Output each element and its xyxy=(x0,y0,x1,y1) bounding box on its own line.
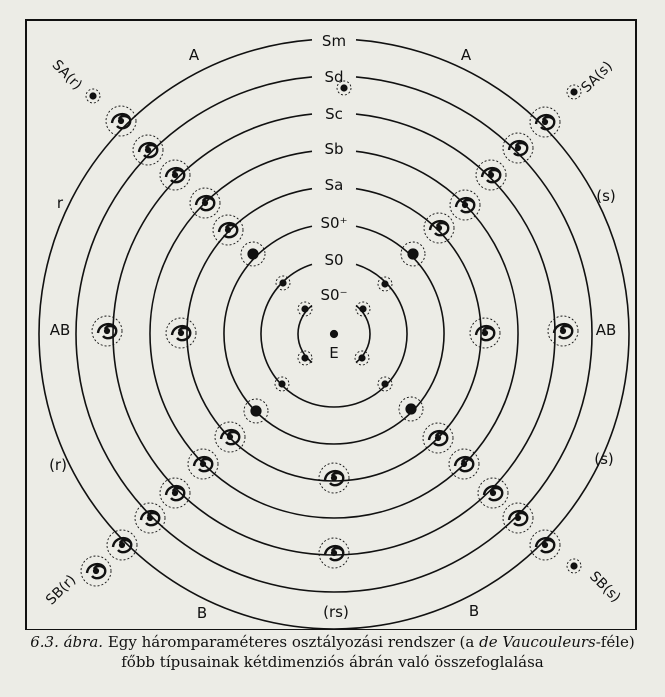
stage-label-sb: Sb xyxy=(324,140,344,158)
galaxy-sc-bottom-right xyxy=(478,478,508,508)
galaxy-s0-b xyxy=(378,277,392,291)
side-label-s-upper: (s) xyxy=(596,187,616,205)
galaxy-corner-top-left xyxy=(86,89,100,103)
galaxy-sd-top-right xyxy=(503,133,533,163)
corner-label-sb-r: SB(r) xyxy=(43,572,80,609)
stage-label-s0-minus: S0⁻ xyxy=(320,286,348,304)
galaxy-sc-top-right xyxy=(476,160,506,190)
caption-line-1 xyxy=(0,632,665,652)
galaxy-sm-bottom-right xyxy=(530,530,560,560)
corner-label-sa-r: SA(r) xyxy=(48,56,86,94)
stage-label-e: E xyxy=(329,344,339,362)
caption-text-after: -féle) xyxy=(595,633,635,651)
stage-label-s0: S0 xyxy=(324,251,344,269)
galaxy-s0-minus-d xyxy=(355,351,369,365)
side-label-s-lower: (s) xyxy=(594,450,614,468)
side-label-ab-right: AB xyxy=(595,321,617,339)
galaxy-s0-minus-c xyxy=(298,351,312,365)
side-label-ab-left: AB xyxy=(49,321,71,339)
galaxy-e xyxy=(331,331,338,338)
corner-label-sa-s: SA(s) xyxy=(578,58,616,96)
galaxy-corner-bottom-left xyxy=(81,556,111,586)
side-label-b-left: B xyxy=(196,604,208,622)
galaxy-sb-bottom-left xyxy=(188,449,218,479)
stage-label-sc: Sc xyxy=(325,105,343,123)
side-label-r: r xyxy=(56,194,64,212)
stage-label-sm: Sm xyxy=(321,32,347,50)
galaxy-sc-bottom-left xyxy=(160,478,190,508)
galaxy-rs-inner xyxy=(319,463,349,493)
galaxy-ab-right-inner xyxy=(470,318,500,348)
galaxy-sa-top-right xyxy=(424,213,454,243)
caption-fig-number: 6.3. ábra. xyxy=(30,633,104,651)
galaxy-corner-top-right xyxy=(567,85,581,99)
galaxy-sm-top-right xyxy=(530,107,560,137)
stage-label-sa: Sa xyxy=(324,176,344,194)
figure-caption xyxy=(0,632,665,672)
galaxy-s0-plus-a xyxy=(241,242,265,266)
galaxy-sd-bottom-right xyxy=(503,503,533,533)
caption-author: de Vaucouleurs xyxy=(479,633,596,651)
galaxy-ab-left-outer xyxy=(92,316,122,346)
side-label-r-paren: (r) xyxy=(49,456,67,474)
side-label-rs: (rs) xyxy=(323,603,349,621)
galaxy-s0-minus-b xyxy=(356,302,370,316)
galaxy-s0-plus-d xyxy=(399,397,423,421)
galaxy-sd-bottom-left xyxy=(135,503,165,533)
galaxy-s0-d xyxy=(378,377,392,391)
corner-label-sb-s: SB(s) xyxy=(586,568,624,606)
galaxy-corner-bottom-right xyxy=(567,559,581,573)
caption-text-before: Egy háromparaméteres osztályozási rendszer (a xyxy=(103,633,480,651)
stage-label-sd: Sd xyxy=(324,68,344,86)
galaxy-sd-top-left xyxy=(133,135,163,165)
side-label-a-left: A xyxy=(188,46,200,64)
galaxy-sa-top-left xyxy=(213,215,243,245)
galaxy-sc-top-left xyxy=(160,160,190,190)
galaxy-ab-right-outer xyxy=(548,316,578,346)
galaxy-ab-left-inner xyxy=(166,318,196,348)
galaxy-s0-plus-b xyxy=(401,242,425,266)
galaxy-sm-top-left xyxy=(106,106,136,136)
caption-line-2: főbb típusainak kétdimenziós ábrán való összefoglalása xyxy=(121,653,544,671)
side-label-a-right: A xyxy=(460,46,472,64)
side-label-b-right: B xyxy=(468,602,480,620)
galaxy-sm-bottom-left xyxy=(107,530,137,560)
stage-label-s0-plus: S0⁺ xyxy=(320,214,348,232)
galaxy-rs-outer xyxy=(319,538,349,568)
galaxy-s0-minus-a xyxy=(298,302,312,316)
